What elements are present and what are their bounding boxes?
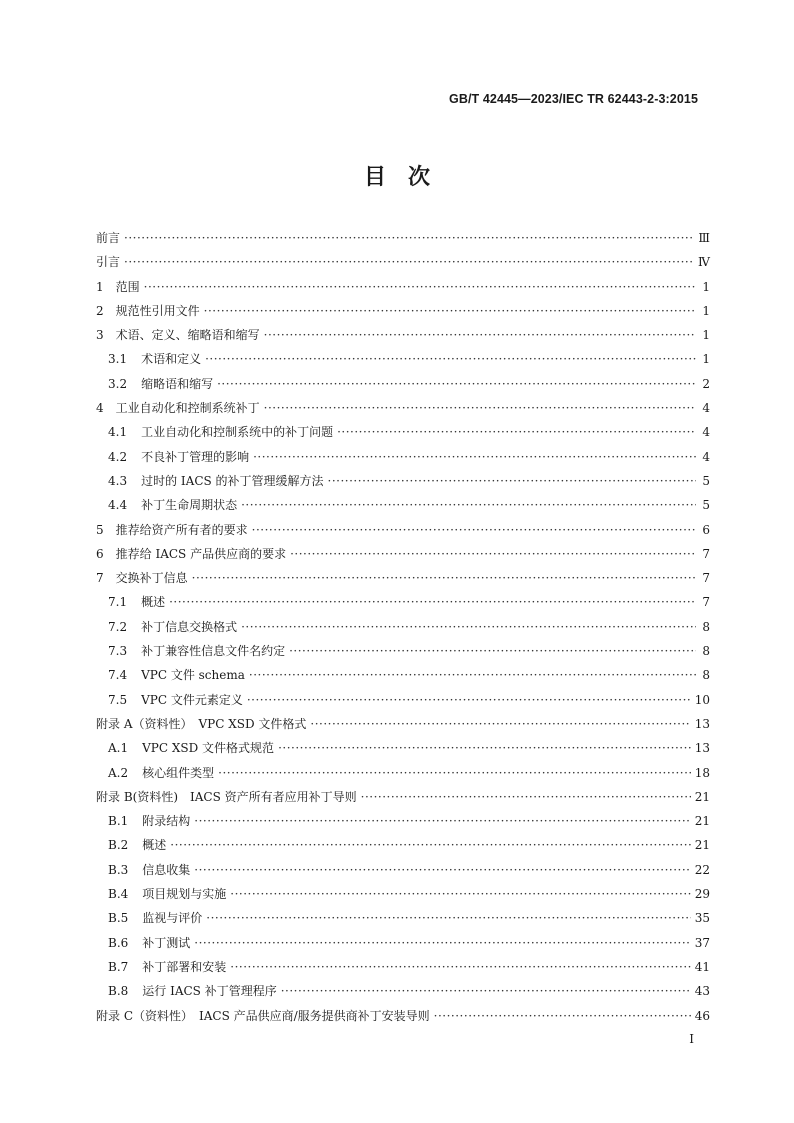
toc-entry[interactable]	[96, 615, 710, 639]
toc-entry-page: 18	[694, 765, 710, 780]
toc-entry[interactable]	[96, 493, 710, 517]
toc-entry[interactable]	[96, 323, 710, 347]
toc-entry-page: 46	[694, 1008, 710, 1023]
toc-entry-number: 2	[96, 303, 104, 318]
dot-leader	[230, 882, 690, 906]
dot-leader	[205, 347, 696, 371]
toc-entry-page: 4	[702, 449, 710, 464]
page-title: 目 次	[363, 165, 430, 190]
toc-entry-number: B.7	[108, 959, 129, 974]
toc-entry[interactable]	[96, 420, 710, 444]
toc-entry[interactable]	[96, 639, 710, 663]
dot-leader	[170, 833, 690, 857]
toc-entry-number: 3.2	[108, 376, 128, 391]
toc-entry-page: 5	[702, 473, 710, 488]
toc-entry-label: 运行 IACS 补丁管理程序	[142, 984, 277, 999]
toc-entry-number: 4	[96, 401, 104, 416]
toc-entry[interactable]	[96, 785, 710, 809]
toc-entry-number: 6	[96, 546, 104, 561]
toc-entry-label: VPC XSD 文件格式规范	[142, 741, 275, 756]
toc-entry[interactable]	[96, 663, 710, 687]
toc-entry-number: 1	[96, 279, 104, 294]
toc-entry-label: 概述	[142, 838, 167, 853]
dot-leader	[361, 785, 691, 809]
toc-entry-page: 1	[702, 328, 710, 343]
toc-entry-page: 43	[694, 984, 710, 999]
toc-entry-label: 附录 C（资料性） IACS 产品供应商/服务提供商补丁安装导则	[96, 1008, 430, 1023]
toc-entry[interactable]	[96, 688, 710, 712]
dot-leader	[217, 372, 696, 396]
toc-entry[interactable]	[96, 518, 710, 542]
toc-entry-page: 10	[694, 692, 710, 707]
toc-entry-label: 术语和定义	[141, 352, 202, 367]
toc-entry-page: 21	[694, 814, 710, 829]
dot-leader	[194, 809, 690, 833]
standard-code-header: GB/T 42445—2023/IEC TR 62443-2-3:2015	[449, 92, 698, 106]
toc-entry-page: Ⅳ	[698, 255, 710, 270]
toc-entry-label: VPC 文件元素定义	[141, 692, 243, 707]
dot-leader	[169, 590, 696, 614]
dot-leader	[264, 396, 696, 420]
dot-leader	[290, 542, 696, 566]
toc-entry-number: B.8	[108, 984, 129, 999]
toc-entry[interactable]	[96, 347, 710, 371]
toc-entry[interactable]	[96, 761, 710, 785]
toc-entry-label: 规范性引用文件	[115, 303, 200, 318]
toc-entry-page: 1	[702, 303, 710, 318]
toc-entry-number: 4.2	[108, 449, 128, 464]
toc-entry-page: 21	[694, 789, 710, 804]
toc-entry-number: 4.4	[108, 498, 128, 513]
toc-entry-label: 补丁测试	[142, 935, 191, 950]
dot-leader	[194, 931, 690, 955]
toc-entry-label: 信息收集	[142, 862, 191, 877]
dot-leader	[328, 469, 696, 493]
toc-entry[interactable]	[96, 542, 710, 566]
toc-entry-page: 35	[694, 911, 710, 926]
toc-entry-label: 推荐给 IACS 产品供应商的要求	[115, 546, 287, 561]
dot-leader	[241, 615, 696, 639]
toc-entry[interactable]	[96, 372, 710, 396]
toc-entry-number: 4.1	[108, 425, 128, 440]
toc-entry-label: 过时的 IACS 的补丁管理缓解方法	[141, 473, 324, 488]
toc-entry-number: 5	[96, 522, 104, 537]
toc-entry-label: 引言	[96, 255, 121, 270]
toc-entry-label: 术语、定义、缩略语和缩写	[115, 328, 260, 343]
dot-leader	[241, 493, 696, 517]
toc-entry-number: 7.1	[108, 595, 128, 610]
toc-entry-label: 交换补丁信息	[115, 571, 188, 586]
toc-entry[interactable]	[96, 445, 710, 469]
dot-leader	[264, 323, 696, 347]
toc-entry-label: 工业自动化和控制系统补丁	[115, 401, 260, 416]
toc-entry[interactable]	[96, 275, 710, 299]
toc-entry-page: 2	[702, 376, 710, 391]
toc-entry-number: 7.4	[108, 668, 128, 683]
toc-entry-page: 7	[702, 546, 710, 561]
toc-entry-number: B.3	[108, 862, 129, 877]
toc-entry[interactable]	[96, 712, 710, 736]
toc-entry[interactable]	[96, 226, 710, 250]
toc-entry-page: 13	[694, 716, 710, 731]
toc-entry-number: 3	[96, 328, 104, 343]
toc-entry-number: 7.5	[108, 692, 128, 707]
toc-entry-page: 5	[702, 498, 710, 513]
dot-leader	[434, 1004, 691, 1028]
toc-entry-label: 补丁信息交换格式	[141, 619, 238, 634]
toc-entry-number: 3.1	[108, 352, 128, 367]
dot-leader	[252, 518, 696, 542]
toc-entry-page: 29	[694, 887, 710, 902]
dot-leader	[124, 250, 694, 274]
dot-leader	[230, 955, 690, 979]
toc-entry-number: B.2	[108, 838, 129, 853]
dot-leader	[144, 275, 696, 299]
toc-entry-page: 4	[702, 425, 710, 440]
dot-leader	[204, 299, 696, 323]
toc-entry[interactable]	[96, 858, 710, 882]
toc-entry-page: 1	[702, 279, 710, 294]
toc-entry[interactable]	[96, 250, 710, 274]
toc-entry[interactable]	[96, 396, 710, 420]
toc-entry-page: 8	[702, 644, 710, 659]
toc-entry[interactable]	[96, 566, 710, 590]
toc-entry-label: 补丁生命周期状态	[141, 498, 238, 513]
dot-leader	[249, 663, 696, 687]
toc-entry-label: 附录结构	[142, 814, 191, 829]
toc-entry[interactable]	[96, 809, 710, 833]
dot-leader	[192, 566, 696, 590]
toc-entry-number: 7.3	[108, 644, 128, 659]
toc-entry-number: B.6	[108, 935, 129, 950]
toc-entry-page: 41	[694, 959, 710, 974]
toc-entry-label: 附录 A（资料性） VPC XSD 文件格式	[96, 716, 307, 731]
toc-entry-page: Ⅲ	[698, 231, 710, 245]
toc-entry-label: 监视与评价	[142, 911, 203, 926]
toc-entry-label: 补丁兼容性信息文件名约定	[141, 644, 286, 659]
toc-entry-label: 附录 B(资料性) IACS 资产所有者应用补丁导则	[96, 789, 357, 804]
toc-entry[interactable]	[96, 469, 710, 493]
toc-entry-label: 缩略语和缩写	[141, 376, 214, 391]
toc-entry-label: 核心组件类型	[142, 765, 215, 780]
toc-entry[interactable]	[96, 833, 710, 857]
toc-entry[interactable]	[96, 736, 710, 760]
toc-entry-page: 21	[694, 838, 710, 853]
toc-entry-number: A.2	[108, 765, 129, 780]
toc-entry-number: 4.3	[108, 473, 128, 488]
toc-entry-page: 22	[694, 862, 710, 877]
toc-entry-page: 13	[694, 741, 710, 756]
dot-leader	[281, 979, 691, 1003]
toc-entry-label: 项目规划与实施	[142, 887, 227, 902]
toc-entry-page: 8	[702, 619, 710, 634]
dot-leader	[206, 906, 690, 930]
toc-entry-page: 7	[702, 571, 710, 586]
dot-leader	[218, 761, 691, 785]
toc-entry-number: B.1	[108, 814, 129, 829]
toc-entry-number: A.1	[108, 741, 129, 756]
toc-entry-number: B.5	[108, 911, 129, 926]
toc-entry-number: B.4	[108, 887, 129, 902]
dot-leader	[194, 858, 690, 882]
toc-entry[interactable]	[96, 882, 710, 906]
toc-entry-label: 工业自动化和控制系统中的补丁问题	[141, 425, 334, 440]
toc-entry[interactable]	[96, 906, 710, 930]
toc-entry-page: 6	[702, 522, 710, 537]
dot-leader	[337, 420, 696, 444]
dot-leader	[278, 736, 691, 760]
toc-entry-page: 7	[702, 595, 710, 610]
toc-entry-label: VPC 文件 schema	[141, 668, 245, 683]
toc-entry-label: 前言	[96, 231, 121, 245]
table-of-contents	[96, 226, 710, 1028]
toc-entry[interactable]	[96, 931, 710, 955]
toc-entry-page: 8	[702, 668, 710, 683]
toc-entry-number: 7.2	[108, 619, 128, 634]
toc-entry-page: 1	[702, 352, 710, 367]
dot-leader	[253, 445, 696, 469]
page-number: I	[689, 1032, 694, 1046]
toc-entry-label: 范围	[115, 279, 140, 294]
dot-leader	[289, 639, 696, 663]
toc-entry[interactable]	[96, 979, 710, 1003]
toc-entry-label: 补丁部署和安装	[142, 959, 227, 974]
toc-entry-label: 不良补丁管理的影响	[141, 449, 250, 464]
toc-entry[interactable]	[96, 1004, 710, 1028]
toc-entry-page: 4	[702, 401, 710, 416]
toc-entry[interactable]	[96, 299, 710, 323]
toc-entry-label: 推荐给资产所有者的要求	[115, 522, 248, 537]
dot-leader	[124, 226, 694, 250]
toc-entry-label: 概述	[141, 595, 166, 610]
dot-leader	[247, 688, 691, 712]
toc-entry[interactable]	[96, 590, 710, 614]
toc-entry[interactable]	[96, 955, 710, 979]
dot-leader	[310, 712, 690, 736]
toc-entry-number: 7	[96, 571, 104, 586]
toc-entry-page: 37	[694, 935, 710, 950]
